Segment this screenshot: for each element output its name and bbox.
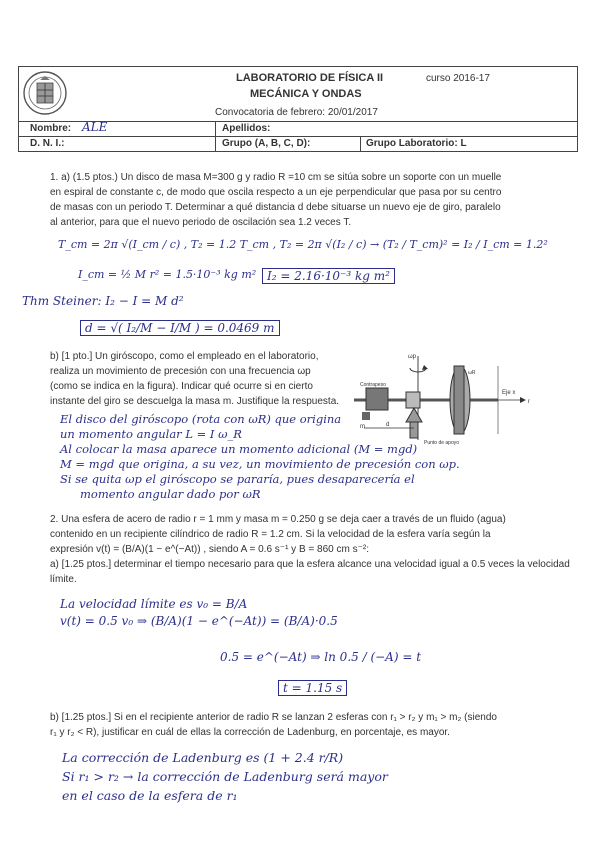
q2b-answer-line: La corrección de Ladenburg es (1 + 2.4 r/R) <box>62 750 344 765</box>
university-seal <box>22 70 68 116</box>
counterweight <box>366 388 388 410</box>
q2-statement <box>50 512 590 587</box>
q1b-line: (como se indica en la figura). Indicar qué ocurre si en cierto <box>50 381 313 392</box>
q2b-answer-line: Si r₁ > r₂ → la corrección de Ladenburg será mayor <box>62 769 388 784</box>
q1b-answer-line: El disco del giróscopo (rota con ωR) que origina <box>60 412 342 426</box>
q2-line: contenido en un recipiente cilíndrico de radio R = 1.2 cm. Si la velocidad de la esfera varía según la <box>50 529 491 540</box>
grupo-label: Grupo (A, B, C, D): <box>222 138 311 149</box>
q1a-final-result: d = √( I₂/M − I/M ) = 0.0469 m <box>80 320 280 336</box>
seal-icon <box>22 70 68 116</box>
lab-title: LABORATORIO DE FÍSICA II <box>236 72 384 84</box>
label-wp: ωp <box>408 354 417 360</box>
q1b-answer <box>60 412 600 502</box>
q1b-line: instante del giro se descuelga la masa m. Justifique la respuesta. <box>50 396 340 407</box>
q2b-answer <box>62 748 592 805</box>
q1a-line: de masas con un periodo T. Determinar a qué distancia d debe situarse un nuevo eje de giro, paralelo <box>50 202 501 213</box>
label-counterweight: Contrapeso <box>360 382 386 388</box>
q1a-answer-line: T_cm = 2π √(I_cm / c) , T₂ = 1.2 T_cm , T₂ = 2π √(I₂ / c) → (T₂ / T_cm)² = I₂ / I_cm = 1.2² <box>58 238 548 251</box>
axis-arrow-head-icon <box>520 397 526 403</box>
q2-line: expresión v(t) = (B/A)(1 − e^(−At)) , siendo A = 0.6 s⁻¹ y B = 860 cm s⁻²: <box>50 544 369 555</box>
q1a-answer-line: Thm Steiner: I₂ − I = M d² <box>22 294 184 308</box>
q1b-line: realiza un movimiento de precesión con una frecuencia ωp <box>50 366 311 377</box>
q1a-line: en espiral de constante c, de modo que oscila respecto a un eje perpendicular que pasa por su centro <box>50 187 502 198</box>
nombre-value[interactable]: ALE <box>82 120 108 134</box>
dni-label: D. N. I.: <box>30 138 65 149</box>
q1a-statement <box>50 170 590 230</box>
q1a-boxed-result: I₂ = 2.16·10⁻³ kg m² <box>262 268 395 284</box>
q2a-answer-line: La velocidad límite es v₀ = B/A <box>60 597 248 611</box>
lab-subtitle: MECÁNICA Y ONDAS <box>250 88 362 100</box>
q2a-final-result: t = 1.15 s <box>278 680 347 696</box>
q2b-answer-line: en el caso de la esfera de r₁ <box>62 788 238 803</box>
course-label: curso 2016-17 <box>426 73 490 84</box>
q1a-line: 1. a) (1.5 ptos.) Un disco de masa M=300 g y radio R =10 cm se sitúa sobre un soporte con un muelle <box>50 172 502 183</box>
label-r: r <box>528 399 530 405</box>
q1a-answer-line: I_cm = ½ M r² = 1.5·10⁻³ kg m² <box>78 268 257 281</box>
arrow-head-icon <box>422 365 428 370</box>
nombre-label: Nombre: <box>30 123 72 134</box>
q2b-statement <box>50 710 595 740</box>
q2a-answer-line: v(t) = 0.5 v₀ ⇒ (B/A)(1 − e^(−At)) = (B/A)·0.5 <box>60 614 338 628</box>
pivot-block <box>406 392 420 408</box>
grupo-lab-label: Grupo Laboratorio: L <box>366 138 467 149</box>
label-support: Punto de apoyo <box>424 440 460 446</box>
q1b-answer-line: momento angular dado por ωR <box>80 487 261 501</box>
label-d: d <box>386 422 390 428</box>
session-label: Convocatoria de febrero: 20/01/2017 <box>215 107 378 118</box>
q1b-line: b) [1 pto.] Un giróscopo, como el empleado en el laboratorio, <box>50 351 319 362</box>
q1b-answer-line: un momento angular L = I ω_R <box>60 427 242 441</box>
label-axis: Eje x <box>502 390 516 396</box>
q2b-line: b) [1.25 ptos.] Si en el recipiente anterior de radio R se lanzan 2 esferas con r₁ > r₂ y m₁ > m₂ (siendo <box>50 712 497 723</box>
q2a-answer <box>60 596 580 630</box>
q2a-statement: a) [1.25 ptos.] determinar el tiempo necesario para que la esfera alcance una velocidad igual a 0.5 veces la velocidad límite. <box>50 559 570 585</box>
label-m: m <box>360 424 365 430</box>
q1b-answer-line: M = mgd que origina, a su vez, un movimiento de precesión con ωp. <box>60 457 460 471</box>
q1a-line: al anterior, para que el nuevo periodo de oscilación sea 1.2 veces T. <box>50 217 352 228</box>
q1b-answer-line: Al colocar la masa aparece un momento adicional (M = mgd) <box>60 442 418 456</box>
q2b-line: r₁ y r₂ < R), justificar en cuál de ellas la corrección de Ladenburg, en porcentaje, es mayor. <box>50 727 450 738</box>
label-wr: ωR <box>468 370 476 376</box>
q2a-answer-line: 0.5 = e^(−At) ⇒ ln 0.5 / (−A) = t <box>220 650 422 664</box>
q1b-statement <box>50 349 350 409</box>
q2-line: 2. Una esfera de acero de radio r = 1 mm y masa m = 0.250 g se deja caer a través de un fluido (agua) <box>50 514 506 525</box>
q1b-answer-line: Si se quita ωp el giróscopo se pararía, pues desaparecería el <box>60 472 415 486</box>
apellidos-label: Apellidos: <box>222 123 271 134</box>
